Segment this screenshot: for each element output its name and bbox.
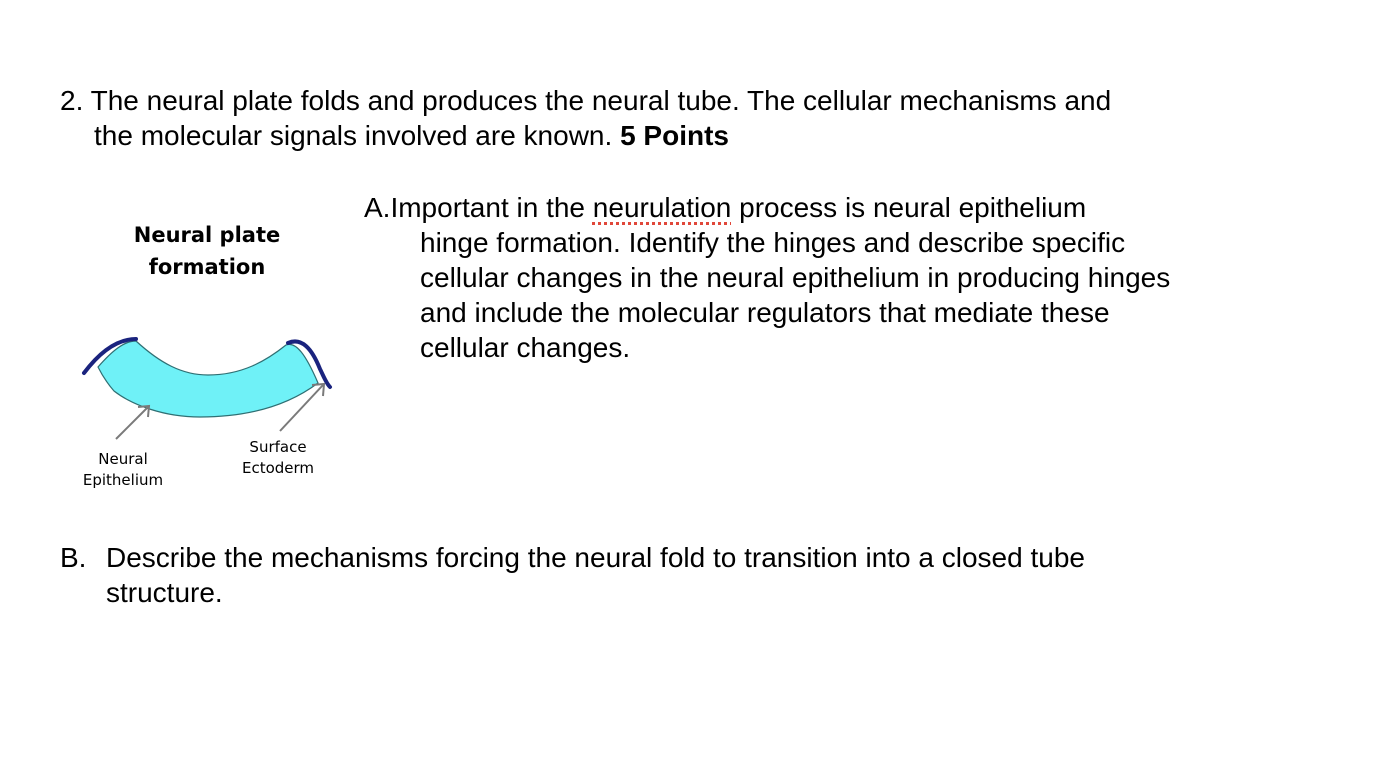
question-line-2-text: the molecular signals involved are known. <box>94 120 613 151</box>
figure-title-line-2: formation <box>148 255 266 279</box>
neural-epithelium-shape <box>98 341 318 417</box>
surface-ectoderm-label-line-2: Ectoderm <box>241 459 315 477</box>
part-a-prefix: A.Important in the <box>364 192 586 223</box>
question-points: 5 Points <box>620 120 729 151</box>
part-b-line-1-text: Describe the mechanisms forcing the neural fold to transition into a closed tube <box>106 542 1085 573</box>
part-a-line-1-rest: process is neural epithelium <box>739 192 1087 223</box>
part-a-line-4: and include the molecular regulators that mediate these <box>420 297 1110 328</box>
figure-title <box>133 219 281 283</box>
surface-ectoderm-label <box>230 437 326 479</box>
part-b-line-2: structure. <box>106 577 223 608</box>
neural-epithelium-label <box>68 449 178 491</box>
neural-epithelium-label-line-1: Neural <box>98 450 148 468</box>
part-b-question <box>60 540 1260 610</box>
part-a-line-2: hinge formation. Identify the hinges and describe specific <box>420 227 1126 258</box>
neural-epithelium-label-line-2: Epithelium <box>82 471 164 489</box>
part-a-line-5: cellular changes. <box>420 332 631 363</box>
question-line-1: 2. The neural plate folds and produces the neural tube. The cellular mechanisms and <box>60 85 1112 116</box>
surface-ectoderm-label-line-1: Surface <box>249 438 307 456</box>
question-heading <box>60 83 1260 153</box>
neural-plate-figure <box>60 205 360 505</box>
part-b-line-1 <box>60 540 1260 575</box>
question-line-2 <box>60 118 1260 153</box>
spellcheck-flagged-word[interactable]: neurulation <box>592 192 732 223</box>
part-a-question <box>364 190 1244 365</box>
part-a-line-3: cellular changes in the neural epithelium in producing hinges <box>420 262 1171 293</box>
figure-title-line-1: Neural plate <box>133 223 281 247</box>
neural-epithelium-arrow <box>116 407 148 439</box>
part-b-marker: B. <box>60 542 87 573</box>
part-a-line-1 <box>364 190 1244 225</box>
